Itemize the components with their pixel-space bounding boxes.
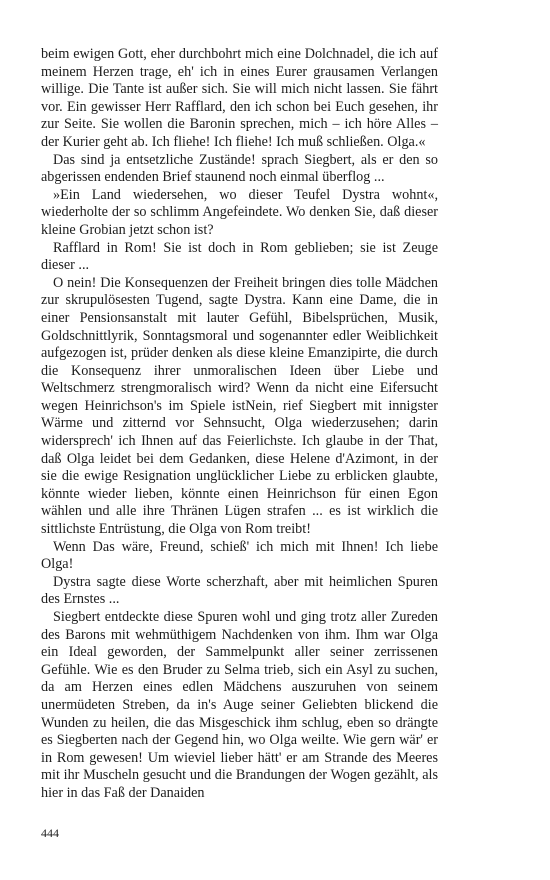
paragraph: beim ewigen Gott, eher durchbohrt mich eine Dolchnadel, die ich auf meinem Herzen trage, eh' ich in eines Eurer grausamen Verlangen willige. Die Tante ist außer sich. Sie will mich nicht lassen. Sie fährt vor. Ein gewisser Herr Rafflard, den ich schon bei Euch gesehen, ihr zur Seite. Sie wollen die Baronin sprechen, mich – ich höre Alles – der Kurier geht ab. Ich fliehe! Ich fliehe! Ich muß schließen. Olga.«: [41, 46, 438, 150]
paragraph: Das sind ja entsetzliche Zustände! sprach Siegbert, als er den so abgerissen endenden Brief staunend noch einmal überflog ...: [41, 151, 438, 186]
paragraph: Rafflard in Rom! Sie ist doch in Rom geblieben; sie ist Zeuge dieser ...: [41, 239, 438, 274]
paragraph: O nein! Die Konsequenzen der Freiheit bringen dies tolle Mädchen zur skrupulösesten Tugend, sagte Dystra. Kann eine Dame, die in einer Pensionsanstalt mit lauter Gefühl, Bibelsprüchen, Musik, Goldschnittlyrik, Sonntagsmoral und sogenannter edler Weiblichkeit aufgezogen ist, prüder denken als diese kleine Emanzipirte, die durch die Konsequenz ihrer unmoralischen Ideen über Liebe und Weltschmerz strengmoralisch wird? Wenn da nicht eine Eifersucht wegen Heinrichson's im Spiele istNein, rief Siegbert mit innigster Wärme und zitternd vor Sehnsucht, Olga wiederzusehen; darin widersprech' ich Ihnen auf das Feierlichste. Ich glaube in der That, daß Olga leidet bei dem Gedanken, diese Helene d'Azimont, in der sie die ewige Resignation unglücklicher Liebe zu erblicken glaubte, könnte wieder lieben, könnte einen Heinrichson für einen Egon wählen und alle ihre Thränen Lügen strafen ... es ist wirklich die sittlichste Entrüstung, die Olga von Rom treibt!: [41, 274, 438, 538]
paragraph: Siegbert entdeckte diese Spuren wohl und ging trotz aller Zureden des Barons mit wehmüthigem Nachdenken von ihm. Ihm war Olga ein Ideal geworden, der Sammelpunkt aller seiner zerrissenen Gefühle. Wie es den Bruder zu Selma trieb, sich ein Asyl zu suchen, da am Herzen eines edlen Mädchens auszuruhen von seinem unermüdeten Streben, da in's Auge seiner Geliebten blickend die Wunden zu heilen, die das Misgeschick ihm schlug, eben so drängte es Siegberten nach der Gegend hin, wo Olga weilte. Wie gern wär' er in Rom gewesen! Um wieviel lieber hätt' er am Strande des Meeres mit ihr Muscheln gesucht und die Brandungen der Wogen gezählt, als hier in das Faß der Danaiden: [41, 609, 438, 801]
page-number: 444: [41, 826, 59, 840]
paragraph: Wenn Das wäre, Freund, schieß' ich mich mit Ihnen! Ich liebe Olga!: [41, 538, 438, 573]
paragraph: Dystra sagte diese Worte scherzhaft, aber mit heimlichen Spuren des Ernstes ...: [41, 573, 438, 608]
page-body: [41, 46, 438, 803]
paragraph: »Ein Land wiedersehen, wo dieser Teufel Dystra wohnt«, wiederholte der so schlimm Angefeindete. Wo denken Sie, daß dieser kleine Grobian jetzt schon ist?: [41, 186, 438, 238]
